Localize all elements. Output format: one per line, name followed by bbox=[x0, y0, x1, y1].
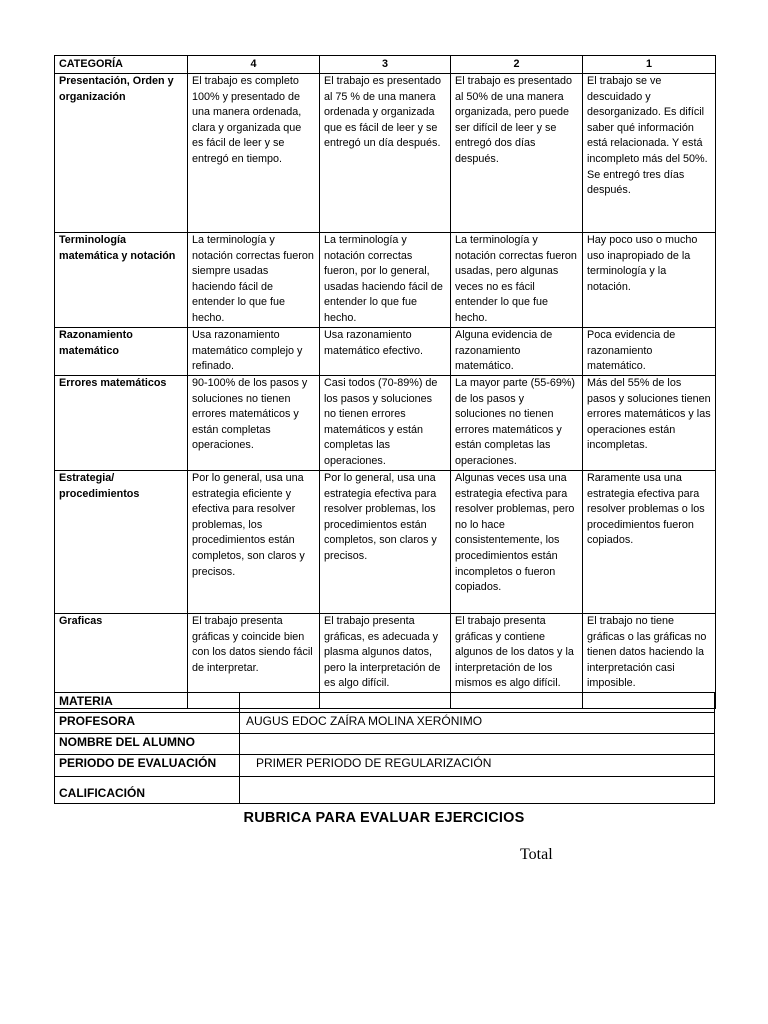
periodo-value: PRIMER PERIODO DE REGULARIZACIÓN bbox=[240, 755, 715, 777]
criteria-cell-1: Poca evidencia de razonamiento matemático. bbox=[583, 328, 716, 376]
criteria-cell-3: La terminología y notación correctas fueron, por lo general, usadas haciendo fácil de entender lo que fue hecho. bbox=[320, 233, 451, 328]
criteria-cell-4: La terminología y notación correctas fueron siempre usadas haciendo fácil de entender lo que fue hecho. bbox=[188, 233, 320, 328]
rubric-header-row bbox=[55, 56, 716, 74]
criteria-cell-2: El trabajo presenta gráficas y contiene algunos de los datos y la interpretación de los mismos es algo difícil. bbox=[451, 614, 583, 709]
category-cell: Terminología matemática y notación bbox=[55, 233, 188, 328]
rubric-row-presentacion bbox=[55, 74, 716, 233]
student-info-table bbox=[54, 692, 715, 804]
criteria-cell-3: Casi todos (70-89%) de los pasos y soluciones no tienen errores matemáticos y están completas las operaciones. bbox=[320, 376, 451, 471]
criteria-cell-3: El trabajo presenta gráficas, es adecuada y plasma algunos datos, pero la interpretación de es algo difícil. bbox=[320, 614, 451, 709]
category-cell: Graficas bbox=[55, 614, 188, 709]
criteria-cell-2: Alguna evidencia de razonamiento matemático. bbox=[451, 328, 583, 376]
info-row-materia bbox=[55, 693, 715, 713]
criteria-cell-2: Algunas veces usa una estrategia efectiva para resolver problemas, pero no lo hace consistentemente, los procedimientos están incompletos o fueron copiados. bbox=[451, 471, 583, 614]
header-score-2: 2 bbox=[451, 56, 583, 74]
total-label: Total bbox=[520, 846, 553, 863]
criteria-cell-4: Por lo general, usa una estrategia eficiente y efectiva para resolver problemas, los procedimientos están completos, son claros y precisos. bbox=[188, 471, 320, 614]
alumno-value bbox=[240, 734, 715, 755]
info-row-calificacion bbox=[55, 777, 715, 804]
criteria-cell-1: Hay poco uso o mucho uso inapropiado de la terminología y la notación. bbox=[583, 233, 716, 328]
criteria-cell-3: Usa razonamiento matemático efectivo. bbox=[320, 328, 451, 376]
profesora-value: AUGUS EDOC ZAÍRA MOLINA XERÓNIMO bbox=[240, 713, 715, 734]
materia-value bbox=[240, 693, 715, 713]
header-score-3: 3 bbox=[320, 56, 451, 74]
category-cell: Estrategia/ procedimientos bbox=[55, 471, 188, 614]
calificacion-value bbox=[240, 777, 715, 804]
criteria-cell-2: La mayor parte (55-69%) de los pasos y soluciones no tienen errores matemáticos y están completas las operaciones. bbox=[451, 376, 583, 471]
category-cell: Errores matemáticos bbox=[55, 376, 188, 471]
calificacion-label: CALIFICACIÓN bbox=[55, 777, 240, 804]
header-score-1: 1 bbox=[583, 56, 716, 74]
materia-label: MATERIA bbox=[55, 693, 240, 713]
header-score-4: 4 bbox=[188, 56, 320, 74]
header-category: CATEGORÍA bbox=[55, 56, 188, 74]
criteria-cell-1: El trabajo no tiene gráficas o las gráficas no tienen datos haciendo la interpretación casi imposible. bbox=[583, 614, 716, 709]
criteria-cell-2: La terminología y notación correctas fueron usadas, pero algunas veces no es fácil entender lo que fue hecho. bbox=[451, 233, 583, 328]
rubric-row-razonamiento bbox=[55, 328, 716, 376]
criteria-cell-4: El trabajo presenta gráficas y coincide bien con los datos siendo fácil de interpretar. bbox=[188, 614, 320, 709]
criteria-cell-2: El trabajo es presentado al 50% de una manera organizada, pero puede ser difícil de leer y se entregó dos días después. bbox=[451, 74, 583, 233]
criteria-cell-3: Por lo general, usa una estrategia efectiva para resolver problemas, los procedimientos están completos, son claros y precisos. bbox=[320, 471, 451, 614]
criteria-cell-4: 90-100% de los pasos y soluciones no tienen errores matemáticos y están completas operaciones. bbox=[188, 376, 320, 471]
periodo-label: PERIODO DE EVALUACIÓN bbox=[55, 755, 240, 777]
category-cell: Razonamiento matemático bbox=[55, 328, 188, 376]
profesora-label: PROFESORA bbox=[55, 713, 240, 734]
criteria-cell-1: Más del 55% de los pasos y soluciones tienen errores matemáticos y las operaciones están incompletas. bbox=[583, 376, 716, 471]
rubric-row-terminologia bbox=[55, 233, 716, 328]
criteria-cell-4: Usa razonamiento matemático complejo y refinado. bbox=[188, 328, 320, 376]
rubric-row-errores bbox=[55, 376, 716, 471]
category-cell: Presentación, Orden y organización bbox=[55, 74, 188, 233]
rubric-table bbox=[54, 55, 716, 709]
rubric-row-estrategia bbox=[55, 471, 716, 614]
criteria-cell-4: El trabajo es completo 100% y presentado de una manera ordenada, clara y organizada que es fácil de leer y se entregó en tiempo. bbox=[188, 74, 320, 233]
criteria-cell-1: Raramente usa una estrategia efectiva para resolver problemas o los procedimientos fueron copiados. bbox=[583, 471, 716, 614]
criteria-cell-1: El trabajo se ve descuidado y desorganizado. Es difícil saber qué información está relacionada. Y está incompleto más del 50%. Se entregó tres días después. bbox=[583, 74, 716, 233]
document-title: RUBRICA PARA EVALUAR EJERCICIOS bbox=[243, 810, 525, 826]
alumno-label: NOMBRE DEL ALUMNO bbox=[55, 734, 240, 755]
info-row-profesora bbox=[55, 713, 715, 734]
criteria-cell-3: El trabajo es presentado al 75 % de una manera ordenada y organizada que es fácil de leer y se entregó un día después. bbox=[320, 74, 451, 233]
info-row-periodo bbox=[55, 755, 715, 777]
info-row-alumno bbox=[55, 734, 715, 755]
